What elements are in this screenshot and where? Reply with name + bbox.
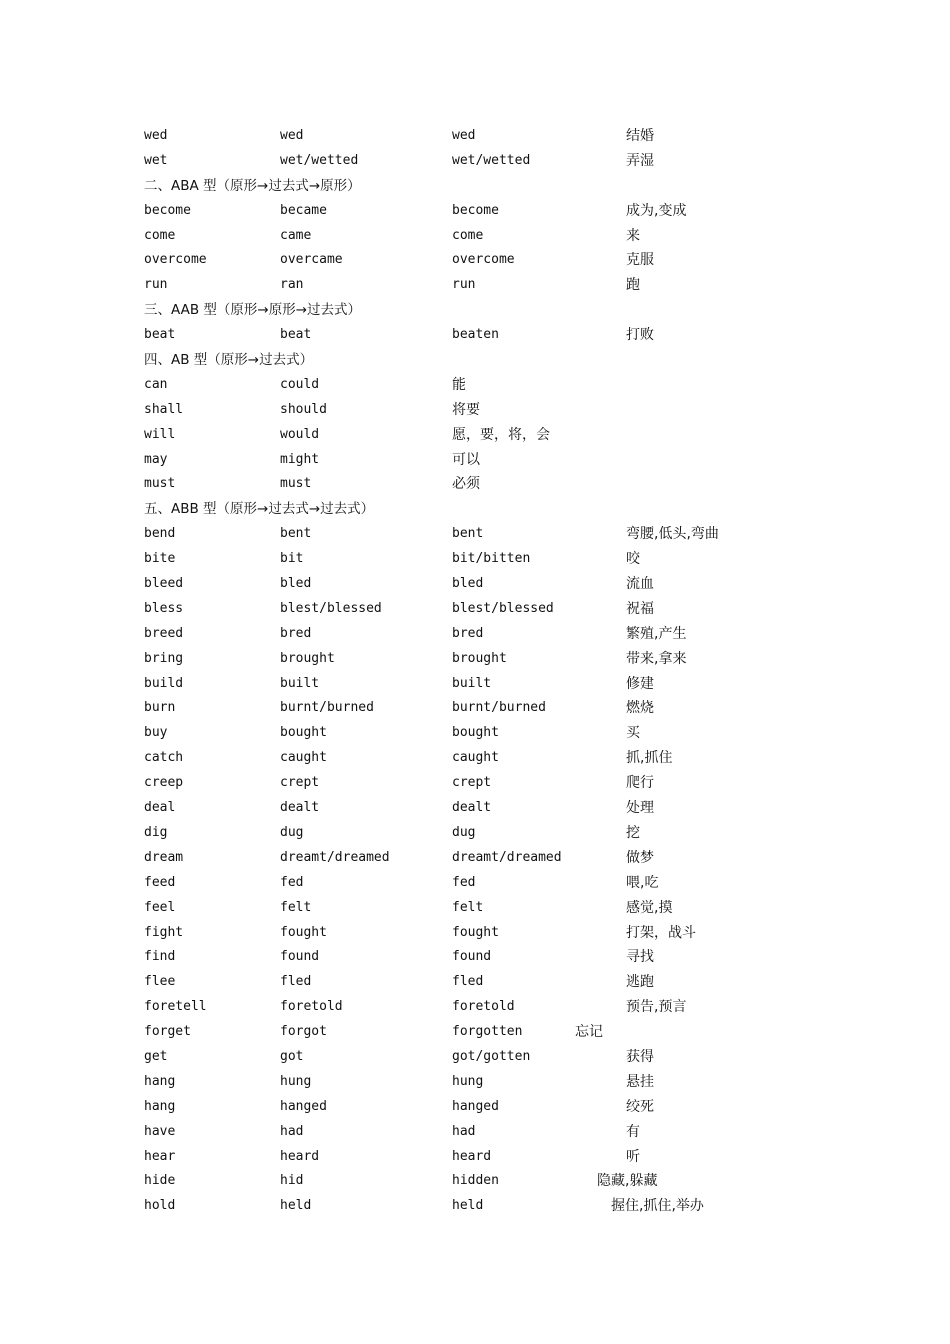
meaning: 挖 xyxy=(626,824,640,841)
base-form: must xyxy=(144,476,176,492)
past-tense: blest/blessed xyxy=(280,600,382,616)
verb-row xyxy=(0,149,950,174)
past-participle: forgotten xyxy=(452,1024,523,1040)
base-form: buy xyxy=(144,725,168,741)
meaning: 成为,变成 xyxy=(626,202,687,219)
meaning: 将要 xyxy=(452,401,480,418)
meaning: 弯腰,低头,弯曲 xyxy=(626,526,719,543)
past-participle: built xyxy=(452,675,492,691)
base-form: creep xyxy=(144,775,184,791)
base-form: dream xyxy=(144,849,184,865)
base-form: feed xyxy=(144,874,176,890)
base-form: flee xyxy=(144,974,176,990)
meaning: 愿，要，将，会 xyxy=(452,426,550,443)
base-form: hide xyxy=(144,1173,176,1189)
base-form: bless xyxy=(144,600,184,616)
verb-row xyxy=(0,1169,950,1194)
base-form: run xyxy=(144,277,168,293)
past-tense: caught xyxy=(280,750,327,766)
past-tense: dreamt/dreamed xyxy=(280,849,390,865)
base-form: come xyxy=(144,227,176,243)
past-tense: would xyxy=(280,426,320,442)
base-form: dig xyxy=(144,824,168,840)
past-tense: bled xyxy=(280,576,312,592)
verb-row xyxy=(0,921,950,946)
verb-row xyxy=(0,696,950,721)
verb-row xyxy=(0,1194,950,1219)
base-form: find xyxy=(144,949,176,965)
past-tense: forgot xyxy=(280,1024,327,1040)
section-title: 三、AAB 型（原形→原形→过去式） xyxy=(144,302,362,319)
verb-row xyxy=(0,398,950,423)
verb-table xyxy=(0,124,950,1219)
past-tense: hung xyxy=(280,1073,312,1089)
verb-row xyxy=(0,323,950,348)
past-participle: overcome xyxy=(452,252,515,268)
verb-row xyxy=(0,1045,950,1070)
verb-row xyxy=(0,472,950,497)
past-participle: held xyxy=(452,1198,484,1214)
verb-row xyxy=(0,1020,950,1045)
past-participle: burnt/burned xyxy=(452,700,546,716)
meaning: 获得 xyxy=(626,1048,654,1065)
verb-row xyxy=(0,995,950,1020)
verb-row xyxy=(0,199,950,224)
past-tense: heard xyxy=(280,1148,320,1164)
past-participle: brought xyxy=(452,650,507,666)
past-tense: built xyxy=(280,675,320,691)
meaning: 有 xyxy=(626,1123,640,1140)
past-tense: crept xyxy=(280,775,320,791)
meaning: 寻找 xyxy=(626,949,654,966)
verb-row xyxy=(0,522,950,547)
base-form: bend xyxy=(144,526,176,542)
verb-row xyxy=(0,846,950,871)
past-tense: came xyxy=(280,227,312,243)
past-participle: hanged xyxy=(452,1098,499,1114)
verb-row xyxy=(0,1095,950,1120)
past-tense: should xyxy=(280,401,327,417)
past-participle: dug xyxy=(452,824,476,840)
verb-row xyxy=(0,746,950,771)
base-form: hang xyxy=(144,1073,176,1089)
verb-row xyxy=(0,771,950,796)
past-participle: wet/wetted xyxy=(452,152,531,168)
base-form: fight xyxy=(144,924,184,940)
section-title: 二、ABA 型（原形→过去式→原形） xyxy=(144,177,361,194)
past-tense: bought xyxy=(280,725,327,741)
meaning: 繁殖,产生 xyxy=(626,625,687,642)
meaning: 弄湿 xyxy=(626,152,654,169)
past-tense: bit xyxy=(280,551,304,567)
base-form: feel xyxy=(144,899,176,915)
past-tense: overcame xyxy=(280,252,343,268)
base-form: beat xyxy=(144,327,176,343)
past-participle: got/gotten xyxy=(452,1048,531,1064)
past-tense: ran xyxy=(280,277,304,293)
meaning: 感觉,摸 xyxy=(626,899,673,916)
meaning: 可以 xyxy=(452,451,480,468)
verb-row xyxy=(0,945,950,970)
past-tense: became xyxy=(280,202,327,218)
verb-row xyxy=(0,124,950,149)
verb-row xyxy=(0,871,950,896)
past-tense: dug xyxy=(280,824,304,840)
verb-row xyxy=(0,647,950,672)
past-participle: bought xyxy=(452,725,499,741)
meaning: 预告,预言 xyxy=(626,999,687,1016)
verb-row xyxy=(0,821,950,846)
past-participle: bred xyxy=(452,625,484,641)
verb-row xyxy=(0,373,950,398)
past-tense: must xyxy=(280,476,312,492)
verb-row xyxy=(0,1145,950,1170)
meaning: 打败 xyxy=(626,327,654,344)
past-tense: bent xyxy=(280,526,312,542)
base-form: hang xyxy=(144,1098,176,1114)
verb-row xyxy=(0,572,950,597)
meaning: 结婚 xyxy=(626,128,654,144)
base-form: wed xyxy=(144,128,168,143)
past-tense: beat xyxy=(280,327,312,343)
section-title: 四、AB 型（原形→过去式） xyxy=(144,352,314,369)
section-title: 五、ABB 型（原形→过去式→过去式） xyxy=(144,501,375,518)
verb-row xyxy=(0,273,950,298)
past-participle: caught xyxy=(452,750,499,766)
past-tense: wed xyxy=(280,128,304,143)
meaning: 做梦 xyxy=(626,849,654,866)
past-tense: fed xyxy=(280,874,304,890)
base-form: hold xyxy=(144,1198,176,1214)
base-form: become xyxy=(144,202,191,218)
past-participle: hidden xyxy=(452,1173,499,1189)
past-participle: bit/bitten xyxy=(452,551,531,567)
past-tense: felt xyxy=(280,899,312,915)
past-tense: could xyxy=(280,376,320,392)
base-form: burn xyxy=(144,700,176,716)
past-participle: hung xyxy=(452,1073,484,1089)
meaning: 握住,抓住,举办 xyxy=(611,1198,704,1215)
base-form: can xyxy=(144,376,168,392)
section-header xyxy=(0,348,950,373)
base-form: shall xyxy=(144,401,184,417)
section-header xyxy=(0,174,950,199)
base-form: may xyxy=(144,451,168,467)
section-header xyxy=(0,298,950,323)
meaning: 能 xyxy=(452,376,466,393)
past-participle: come xyxy=(452,227,484,243)
past-tense: fought xyxy=(280,924,327,940)
base-form: bite xyxy=(144,551,176,567)
meaning: 必须 xyxy=(452,476,480,493)
verb-row xyxy=(0,597,950,622)
meaning: 修建 xyxy=(626,675,654,692)
base-form: will xyxy=(144,426,176,442)
base-form: have xyxy=(144,1123,176,1139)
past-participle: become xyxy=(452,202,499,218)
past-tense: held xyxy=(280,1198,312,1214)
section-header xyxy=(0,497,950,522)
verb-row xyxy=(0,423,950,448)
past-tense: burnt/burned xyxy=(280,700,374,716)
past-tense: got xyxy=(280,1048,304,1064)
base-form: deal xyxy=(144,800,176,816)
verb-row xyxy=(0,224,950,249)
past-tense: might xyxy=(280,451,320,467)
meaning: 喂,吃 xyxy=(626,874,659,891)
base-form: bleed xyxy=(144,576,184,592)
verb-row xyxy=(0,1070,950,1095)
past-participle: felt xyxy=(452,899,484,915)
meaning: 听 xyxy=(626,1148,640,1165)
base-form: forget xyxy=(144,1024,191,1040)
past-participle: dealt xyxy=(452,800,492,816)
base-form: foretell xyxy=(144,999,207,1015)
meaning: 忘记 xyxy=(575,1024,603,1041)
verb-row xyxy=(0,721,950,746)
meaning: 悬挂 xyxy=(626,1073,654,1090)
base-form: build xyxy=(144,675,184,691)
verb-row xyxy=(0,672,950,697)
base-form: bring xyxy=(144,650,184,666)
past-participle: beaten xyxy=(452,327,499,343)
past-tense: hanged xyxy=(280,1098,327,1114)
past-tense: wet/wetted xyxy=(280,152,359,168)
past-participle: bent xyxy=(452,526,484,542)
past-tense: bred xyxy=(280,625,312,641)
base-form: get xyxy=(144,1048,168,1064)
meaning: 买 xyxy=(626,725,640,742)
past-participle: dreamt/dreamed xyxy=(452,849,562,865)
past-participle: foretold xyxy=(452,999,515,1015)
meaning: 处理 xyxy=(626,800,654,817)
meaning: 逃跑 xyxy=(626,974,654,991)
meaning: 打架，战斗 xyxy=(626,924,696,941)
verb-row xyxy=(0,796,950,821)
verb-row xyxy=(0,970,950,995)
past-participle: found xyxy=(452,949,492,965)
past-tense: dealt xyxy=(280,800,320,816)
past-participle: fed xyxy=(452,874,476,890)
meaning: 克服 xyxy=(626,252,654,269)
past-participle: blest/blessed xyxy=(452,600,554,616)
past-tense: hid xyxy=(280,1173,304,1189)
verb-row xyxy=(0,896,950,921)
past-participle: fled xyxy=(452,974,484,990)
past-participle: heard xyxy=(452,1148,492,1164)
meaning: 隐藏,躲藏 xyxy=(597,1173,658,1190)
verb-row xyxy=(0,1120,950,1145)
past-participle: crept xyxy=(452,775,492,791)
past-tense: fled xyxy=(280,974,312,990)
past-tense: had xyxy=(280,1123,304,1139)
meaning: 来 xyxy=(626,227,640,244)
meaning: 爬行 xyxy=(626,775,654,792)
verb-row xyxy=(0,622,950,647)
verb-row xyxy=(0,547,950,572)
past-tense: found xyxy=(280,949,320,965)
meaning: 带来,拿来 xyxy=(626,650,687,667)
meaning: 绞死 xyxy=(626,1098,654,1115)
past-tense: brought xyxy=(280,650,335,666)
past-participle: run xyxy=(452,277,476,293)
past-participle: had xyxy=(452,1123,476,1139)
base-form: overcome xyxy=(144,252,207,268)
base-form: wet xyxy=(144,152,168,168)
base-form: catch xyxy=(144,750,184,766)
past-participle: wed xyxy=(452,128,476,143)
past-participle: bled xyxy=(452,576,484,592)
meaning: 跑 xyxy=(626,277,640,294)
meaning: 抓,抓住 xyxy=(626,750,673,767)
verb-row xyxy=(0,448,950,473)
base-form: breed xyxy=(144,625,184,641)
past-tense: foretold xyxy=(280,999,343,1015)
past-participle: fought xyxy=(452,924,499,940)
meaning: 流血 xyxy=(626,576,654,593)
verb-row xyxy=(0,248,950,273)
base-form: hear xyxy=(144,1148,176,1164)
meaning: 咬 xyxy=(626,551,640,568)
meaning: 燃烧 xyxy=(626,700,654,717)
meaning: 祝福 xyxy=(626,600,654,617)
